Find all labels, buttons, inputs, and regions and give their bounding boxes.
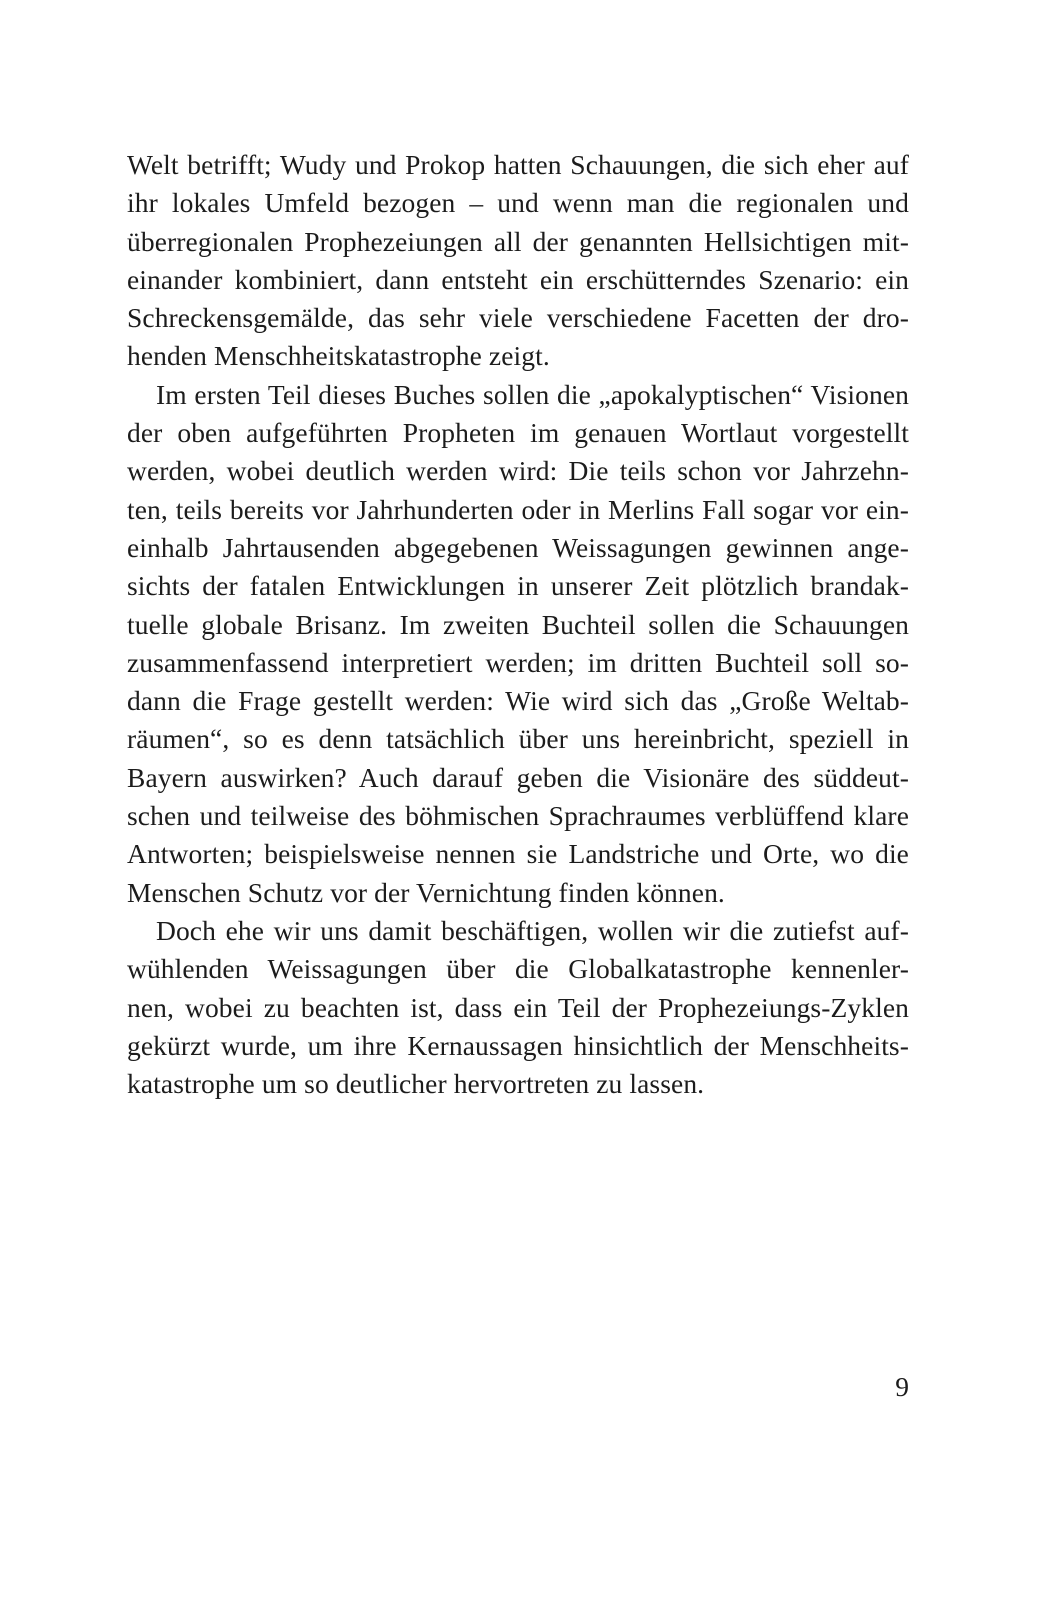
text-line: einander kombiniert, dann entsteht ein erschütterndes Szenario: ein	[127, 263, 909, 295]
text-line: der oben aufgeführten Propheten im genauen Wortlaut vorgestellt	[127, 417, 909, 449]
text-line: räumen“, so es denn tatsächlich über uns hereinbricht, speziell in	[127, 723, 909, 755]
text-line: gekürzt wurde, um ihre Kernaussagen hinsichtlich der Menschheits-	[127, 1029, 909, 1061]
text-line: Schreckensgemälde, das sehr viele verschiedene Facetten der dro-	[127, 302, 909, 334]
text-line: nen, wobei zu beachten ist, dass ein Teil der Prophezeiungs-Zyklen	[127, 991, 909, 1023]
text-line: werden, wobei deutlich werden wird: Die teils schon vor Jahrzehn-	[127, 455, 909, 487]
paragraph-2	[127, 376, 909, 912]
text-line: henden Menschheitskatastrophe zeigt.	[127, 340, 550, 372]
paragraph-3	[127, 912, 909, 1103]
text-line: dann die Frage gestellt werden: Wie wird sich das „Große Weltab-	[127, 685, 909, 717]
text-line: Im ersten Teil dieses Buches sollen die „apokalyptischen“ Visionen	[156, 378, 909, 410]
text-line: Bayern auswirken? Auch darauf geben die Visionäre des süddeut-	[127, 761, 909, 793]
text-line: Menschen Schutz vor der Vernichtung finden können.	[127, 876, 725, 908]
text-line: einhalb Jahrtausenden abgegebenen Weissagungen gewinnen ange-	[127, 531, 909, 563]
text-line: zusammenfassend interpretiert werden; im dritten Buchteil soll so-	[127, 646, 909, 678]
text-line: Welt betrifft; Wudy und Prokop hatten Schauungen, die sich eher auf	[127, 149, 909, 180]
page-number: 9	[895, 1371, 909, 1402]
text-line: sichts der fatalen Entwicklungen in unserer Zeit plötzlich brandak-	[127, 570, 909, 602]
text-line: ihr lokales Umfeld bezogen – und wenn man die regionalen und	[127, 187, 909, 219]
text-line: schen und teilweise des böhmischen Sprachraumes verblüffend klare	[127, 800, 909, 832]
text-line: tuelle globale Brisanz. Im zweiten Buchteil sollen die Schauungen	[127, 608, 909, 640]
text-line: Doch ehe wir uns damit beschäftigen, wollen wir die zutiefst auf-	[156, 914, 909, 946]
paragraph-1	[127, 146, 909, 376]
text-line: Antworten; beispielsweise nennen sie Landstriche und Orte, wo die	[127, 838, 909, 870]
text-line: überregionalen Prophezeiungen all der genannten Hellsichtigen mit-	[127, 225, 909, 257]
text-line: wühlenden Weissagungen über die Globalkatastrophe kennenler-	[127, 953, 909, 985]
text-line: katastrophe um so deutlicher hervortreten zu lassen.	[127, 1068, 705, 1100]
text-line: ten, teils bereits vor Jahrhunderten oder in Merlins Fall sogar vor ein-	[127, 493, 909, 525]
text-block	[127, 146, 909, 1103]
